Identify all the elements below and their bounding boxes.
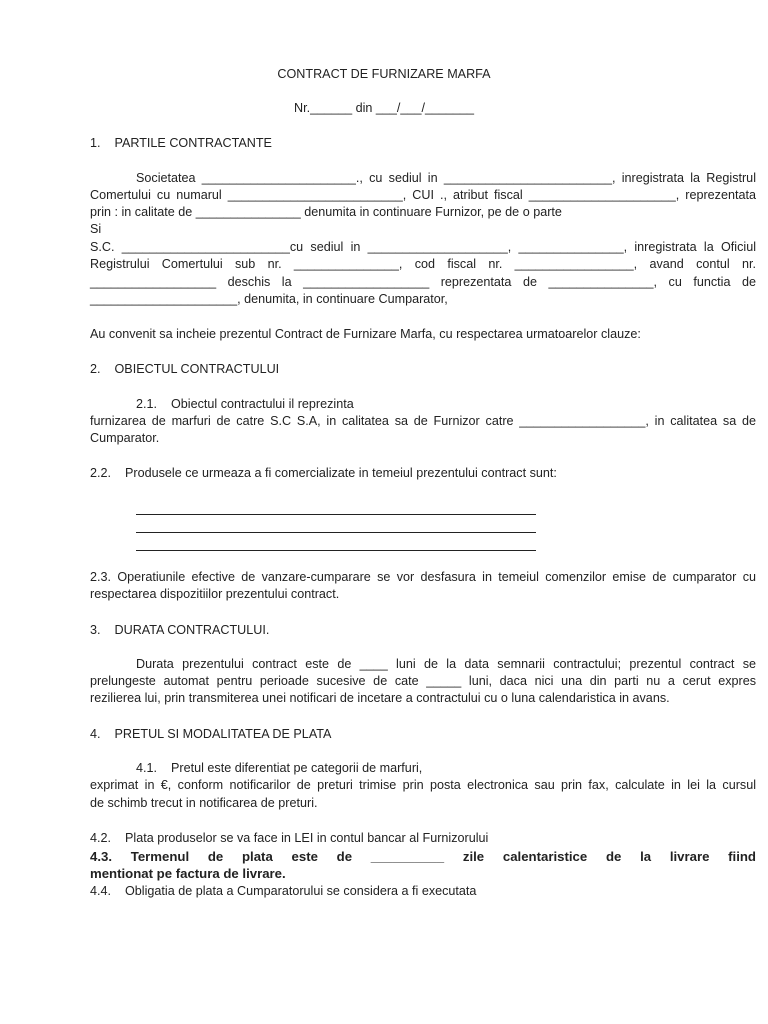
document-title: CONTRACT DE FURNIZARE MARFA	[277, 67, 491, 81]
cumparator-line-1: S.C. ________________________cu sediul in ____________________, _______________, inregistrata la Oficiul	[90, 240, 756, 254]
clause-4-3-line-1: 4.3. Termenul de plata este de __________ zile calentaristice de la livrare fiind	[90, 849, 756, 864]
cumparator-line-4: _____________________, denumita, in continuare Cumparator,	[90, 292, 448, 306]
furnizor-line-2: Comertului cu numarul _________________________, CUI ., atribut fiscal _____________________, reprezentata	[90, 188, 756, 202]
clause-4-1-line-2: exprimat in €, conform notificarilor de preturi trimise prin posta electronica sau prin fax, calculate in lei la cursul	[90, 778, 756, 792]
cumparator-line-2: Registrului Comertului sub nr. _______________, cod fiscal nr. _________________, avand contul nr.	[90, 257, 756, 271]
clause-4-1-line-3: de schimb trecut in notificarea de preturi.	[90, 796, 318, 810]
clause-2-1-line-2: furnizarea de marfuri de catre S.C S.A, in calitatea sa de Furnizor catre __________________, in calitatea sa de	[90, 414, 756, 428]
agreement-statement: Au convenit sa incheie prezentul Contract de Furnizare Marfa, cu respectarea urmatoarelor clauze:	[90, 327, 641, 341]
product-blank-line-2	[136, 532, 536, 533]
clause-4-2: 4.2. Plata produselor se va face in LEI in contul bancar al Furnizorului	[90, 831, 489, 845]
section-2-heading: 2. OBIECTUL CONTRACTULUI	[90, 362, 280, 376]
section-4-heading: 4. PRETUL SI MODALITATEA DE PLATA	[90, 727, 332, 741]
clause-2-1-line-3: Cumparator.	[90, 431, 160, 445]
product-blank-line-3	[136, 550, 536, 551]
section-3-heading: 3. DURATA CONTRACTULUI.	[90, 623, 270, 637]
clause-4-4: 4.4. Obligatia de plata a Cumparatorului se considera a fi executata	[90, 884, 477, 898]
cumparator-line-3: __________________ deschis la __________________ reprezentata de _______________, cu functia de	[90, 275, 756, 289]
clause-2-3-line-2: respectarea dispozitiilor prezentului contract.	[90, 587, 340, 601]
clause-2-2: 2.2. Produsele ce urmeaza a fi comercializate in temeiul prezentului contract sunt:	[90, 466, 557, 480]
clause-2-1-line-1: 2.1. Obiectul contractului il reprezinta	[136, 397, 354, 411]
clause-4-3-line-2: mentionat pe factura de livrare.	[90, 866, 286, 881]
duration-line-3: rezilierea lui, prin transmiterea unei notificari de incetare a contractului cu o luna calendaristica in avans.	[90, 691, 670, 705]
duration-line-2: prelungeste automat pentru perioade sucesive de cate _____ luni, daca nici una din parti nu a cerut expres	[90, 674, 756, 688]
clause-4-1-line-1: 4.1. Pretul este diferentiat pe categorii de marfuri,	[136, 761, 423, 775]
si-connector: Si	[90, 222, 102, 236]
clause-2-3-line-1: 2.3. Operatiunile efective de vanzare-cumparare se vor desfasura in temeiul comenzilor emise de cumparator cu	[90, 570, 756, 584]
furnizor-line-1: Societatea ______________________., cu sediul in ________________________, inregistrata la Registrul	[136, 171, 756, 185]
furnizor-line-3: prin : in calitate de _______________ denumita in continuare Furnizor, pe de o parte	[90, 205, 562, 219]
duration-line-1: Durata prezentului contract este de ____ luni de la data semnarii contractului; prezentul contract se	[136, 657, 756, 671]
contract-number-line: Nr.______ din ___/___/_______	[294, 101, 474, 115]
section-1-heading: 1. PARTILE CONTRACTANTE	[90, 136, 272, 150]
product-blank-line-1	[136, 514, 536, 515]
